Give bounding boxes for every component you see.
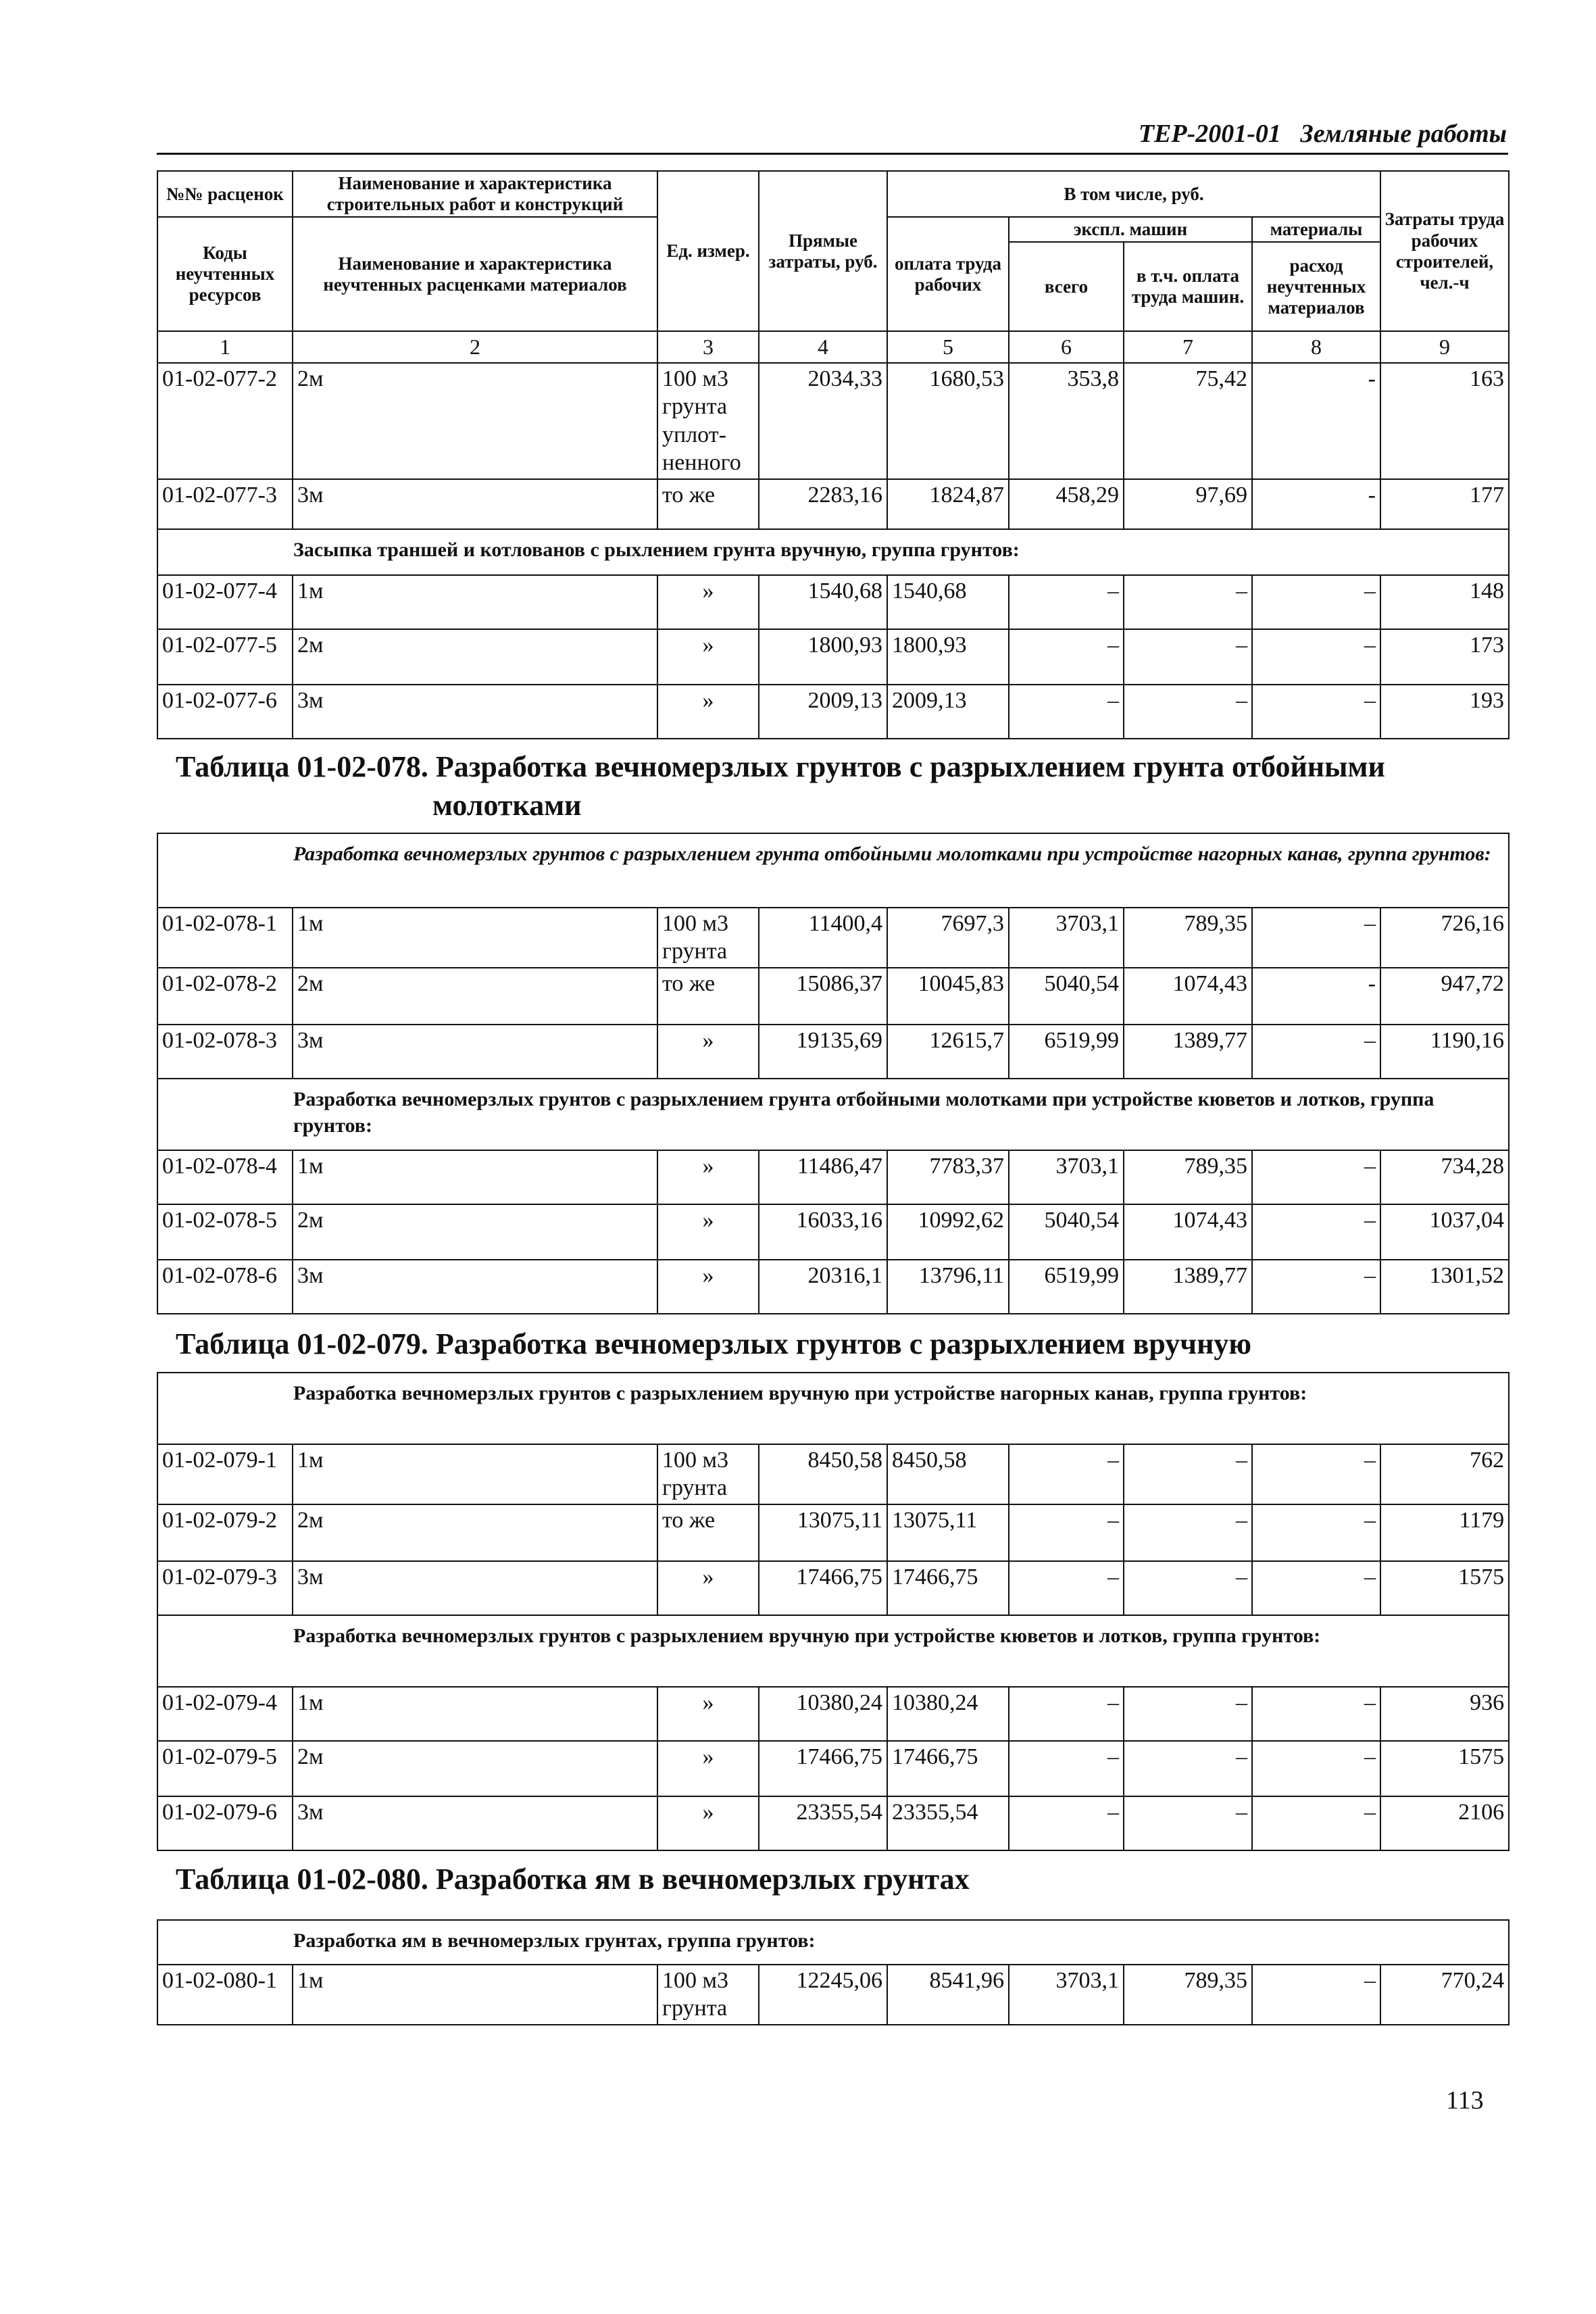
cell-mat: – (1252, 1150, 1380, 1204)
section-heading: Разработка вечномерзлых грунтов с разрыхлением вручную при устройстве нагорных канав, группа грунтов: (157, 1373, 1509, 1444)
header-num-5: 5 (887, 331, 1009, 363)
header-machines: экспл. машин (1009, 217, 1252, 242)
table-title-078-line2: молотками (432, 789, 582, 822)
cell-unit: » (657, 1150, 759, 1204)
cell-mach: 3703,1 (1009, 908, 1124, 968)
cell-labor: 726,16 (1380, 908, 1509, 968)
cell-mat: - (1252, 479, 1380, 529)
cell-mach: 6519,99 (1009, 1260, 1124, 1314)
cell-labor: 173 (1380, 629, 1509, 685)
cell-mat: – (1252, 1796, 1380, 1850)
section-heading: Разработка вечномерзлых грунтов с разрыхлением грунта отбойными молотками при устройстве нагорных канав, группа грунтов: (157, 833, 1509, 908)
cell-mach: 458,29 (1009, 479, 1124, 529)
header-rule (157, 153, 1508, 155)
cell-mat: - (1252, 968, 1380, 1025)
cell-pay: 10380,24 (887, 1687, 1009, 1741)
cell-labor: 770,24 (1380, 1965, 1509, 2025)
table-title-078 (176, 747, 1493, 824)
cell-mach: – (1009, 1561, 1124, 1615)
cell-pay: 1680,53 (887, 363, 1009, 479)
cell-pay: 13075,11 (887, 1504, 1009, 1561)
cell-code: 01-02-077-6 (157, 685, 293, 739)
header-num-4: 4 (759, 331, 887, 363)
cell-labor: 148 (1380, 575, 1509, 629)
cell-labor: 1179 (1380, 1504, 1509, 1561)
cell-code: 01-02-078-2 (157, 968, 293, 1025)
cell-name: 2м (293, 1741, 657, 1796)
cell-mach: – (1009, 1796, 1124, 1850)
table-row (157, 908, 1509, 968)
cell-mach: – (1009, 1504, 1124, 1561)
table-title-078-line1: Таблица 01-02-078. Разработка вечномерзлых грунтов с разрыхлением грунта отбойными (176, 750, 1385, 783)
header-num-8: 8 (1252, 331, 1380, 363)
cell-unit: 100 м3 грунта (657, 1965, 759, 2025)
cell-mach-pay: 789,35 (1124, 1150, 1252, 1204)
cell-mach-pay: 1389,77 (1124, 1260, 1252, 1314)
cell-code: 01-02-077-3 (157, 479, 293, 529)
cell-code: 01-02-079-3 (157, 1561, 293, 1615)
cell-direct: 13075,11 (759, 1504, 887, 1561)
cell-mach: – (1009, 1444, 1124, 1504)
cell-mach-pay: – (1124, 1444, 1252, 1504)
cell-name: 1м (293, 1687, 657, 1741)
cell-unit: » (657, 1741, 759, 1796)
cell-labor: 1575 (1380, 1561, 1509, 1615)
cell-mach-pay: 789,35 (1124, 908, 1252, 968)
header-incl-mach: в т.ч. оплата труда машин. (1124, 242, 1252, 331)
cell-direct: 12245,06 (759, 1965, 887, 2025)
table-row (157, 1444, 1509, 1504)
cell-mach: – (1009, 575, 1124, 629)
header-num-6: 6 (1009, 331, 1124, 363)
cell-code: 01-02-078-5 (157, 1204, 293, 1260)
cell-code: 01-02-079-1 (157, 1444, 293, 1504)
table-row (157, 685, 1509, 739)
cell-mat: – (1252, 629, 1380, 685)
cell-mat: – (1252, 1687, 1380, 1741)
cell-code: 01-02-078-6 (157, 1260, 293, 1314)
cell-labor: 936 (1380, 1687, 1509, 1741)
header-total: всего (1009, 242, 1124, 331)
cell-pay: 1824,87 (887, 479, 1009, 529)
table-row (157, 479, 1509, 529)
cell-unit: » (657, 575, 759, 629)
table-row (157, 1796, 1509, 1850)
section-heading: Разработка ям в вечномерзлых грунтах, группа грунтов: (157, 1920, 1509, 1965)
header-labor-pay: оплата труда рабочих (887, 217, 1009, 331)
cell-mach: 6519,99 (1009, 1025, 1124, 1079)
table-01-02-077 (157, 170, 1510, 739)
cell-pay: 2009,13 (887, 685, 1009, 739)
table-row (157, 1965, 1509, 2025)
cell-labor: 193 (1380, 685, 1509, 739)
table-row (157, 1025, 1509, 1079)
cell-pay: 17466,75 (887, 1561, 1009, 1615)
cell-name: 2м (293, 629, 657, 685)
cell-pay: 8541,96 (887, 1965, 1009, 2025)
cell-name: 1м (293, 1444, 657, 1504)
cell-name: 3м (293, 1025, 657, 1079)
table-01-02-078 (157, 833, 1510, 1314)
cell-code: 01-02-079-5 (157, 1741, 293, 1796)
cell-unit: » (657, 1204, 759, 1260)
cell-labor: 762 (1380, 1444, 1509, 1504)
table-row (157, 1150, 1509, 1204)
table-row (157, 575, 1509, 629)
cell-code: 01-02-078-4 (157, 1150, 293, 1204)
cell-unit: » (657, 1260, 759, 1314)
table-01-02-079 (157, 1372, 1510, 1851)
cell-direct: 1540,68 (759, 575, 887, 629)
table-row (157, 1260, 1509, 1314)
cell-mat: – (1252, 908, 1380, 968)
cell-mach: 3703,1 (1009, 1150, 1124, 1204)
cell-code: 01-02-077-2 (157, 363, 293, 479)
header-col2-top: Наименование и характеристика строительных работ и конструкций (293, 171, 657, 217)
cell-pay: 10045,83 (887, 968, 1009, 1025)
cell-direct: 17466,75 (759, 1561, 887, 1615)
cell-mach: – (1009, 1687, 1124, 1741)
cell-mat: – (1252, 1025, 1380, 1079)
cell-unit: » (657, 1561, 759, 1615)
cell-mach: 5040,54 (1009, 1204, 1124, 1260)
cell-pay: 12615,7 (887, 1025, 1009, 1079)
cell-mach-pay: – (1124, 1796, 1252, 1850)
table-row (157, 1504, 1509, 1561)
cell-name: 3м (293, 1796, 657, 1850)
cell-code: 01-02-077-5 (157, 629, 293, 685)
section-heading: Разработка вечномерзлых грунтов с разрыхлением грунта отбойными молотками при устройстве кюветов и лотков, группа грунтов: (157, 1079, 1509, 1150)
cell-name: 3м (293, 1260, 657, 1314)
cell-mat: – (1252, 1504, 1380, 1561)
cell-name: 2м (293, 1504, 657, 1561)
cell-mach: 5040,54 (1009, 968, 1124, 1025)
cell-code: 01-02-078-3 (157, 1025, 293, 1079)
cell-mach-pay: – (1124, 629, 1252, 685)
cell-mat: – (1252, 1204, 1380, 1260)
cell-pay: 7697,3 (887, 908, 1009, 968)
cell-name: 3м (293, 1561, 657, 1615)
cell-pay: 17466,75 (887, 1741, 1009, 1796)
cell-unit: » (657, 1796, 759, 1850)
cell-pay: 1800,93 (887, 629, 1009, 685)
cell-direct: 10380,24 (759, 1687, 887, 1741)
table-row (157, 1741, 1509, 1796)
cell-mach: – (1009, 685, 1124, 739)
cell-mat: – (1252, 1260, 1380, 1314)
cell-name: 2м (293, 1204, 657, 1260)
cell-labor: 1301,52 (1380, 1260, 1509, 1314)
cell-mach-pay: – (1124, 1561, 1252, 1615)
cell-mach-pay: 97,69 (1124, 479, 1252, 529)
cell-labor: 947,72 (1380, 968, 1509, 1025)
header-unit: Ед. измер. (657, 171, 759, 331)
cell-unit: » (657, 685, 759, 739)
cell-pay: 23355,54 (887, 1796, 1009, 1850)
cell-mat: – (1252, 1444, 1380, 1504)
cell-mat: – (1252, 575, 1380, 629)
cell-direct: 11400,4 (759, 908, 887, 968)
cell-pay: 7783,37 (887, 1150, 1009, 1204)
cell-direct: 8450,58 (759, 1444, 887, 1504)
cell-mat: – (1252, 1741, 1380, 1796)
cell-unit: то же (657, 479, 759, 529)
cell-labor: 177 (1380, 479, 1509, 529)
cell-name: 1м (293, 908, 657, 968)
table-row (157, 1204, 1509, 1260)
cell-name: 1м (293, 1965, 657, 2025)
header-labor-cost: Затраты труда рабочих строителей, чел.-ч (1380, 171, 1509, 331)
cell-mach: 3703,1 (1009, 1965, 1124, 2025)
cell-direct: 2009,13 (759, 685, 887, 739)
cell-unit: 100 м3 грунта уплот-ненного (657, 363, 759, 479)
header-incl: В том числе, руб. (887, 171, 1380, 217)
cell-mat: – (1252, 685, 1380, 739)
cell-direct: 11486,47 (759, 1150, 887, 1204)
section-heading: Засыпка траншей и котлованов с рыхлением грунта вручную, группа грунтов: (157, 529, 1509, 575)
header-unaccounted: расход неучтенных материалов (1252, 242, 1380, 331)
cell-labor: 1575 (1380, 1741, 1509, 1796)
cell-mat: – (1252, 1965, 1380, 2025)
cell-code: 01-02-080-1 (157, 1965, 293, 2025)
cell-mat: – (1252, 1561, 1380, 1615)
cell-direct: 1800,93 (759, 629, 887, 685)
table-title-080: Таблица 01-02-080. Разработка ям в вечномерзлых грунтах (176, 1863, 970, 1896)
cell-code: 01-02-079-2 (157, 1504, 293, 1561)
cell-labor: 163 (1380, 363, 1509, 479)
cell-unit: 100 м3 грунта (657, 908, 759, 968)
cell-direct: 17466,75 (759, 1741, 887, 1796)
running-head: ТЕР-2001-01 Земляные работы (1138, 120, 1507, 148)
header-col2-bottom: Наименование и характеристика неучтенных расценками материалов (293, 217, 657, 331)
cell-code: 01-02-079-6 (157, 1796, 293, 1850)
cell-mat: - (1252, 363, 1380, 479)
cell-mach-pay: – (1124, 1504, 1252, 1561)
cell-direct: 19135,69 (759, 1025, 887, 1079)
cell-mach-pay: – (1124, 1687, 1252, 1741)
cell-mach-pay: – (1124, 685, 1252, 739)
cell-direct: 15086,37 (759, 968, 887, 1025)
table-row (157, 1687, 1509, 1741)
cell-direct: 16033,16 (759, 1204, 887, 1260)
header-num-1: 1 (157, 331, 293, 363)
cell-mach-pay: 789,35 (1124, 1965, 1252, 2025)
cell-unit: » (657, 1687, 759, 1741)
cell-unit: 100 м3 грунта (657, 1444, 759, 1504)
cell-name: 1м (293, 575, 657, 629)
table-title-079: Таблица 01-02-079. Разработка вечномерзлых грунтов с разрыхлением вручную (176, 1327, 1252, 1360)
header-col1-bottom: Коды неучтенных ресурсов (157, 217, 293, 331)
header-direct: Прямые затраты, руб. (759, 171, 887, 331)
cell-name: 1м (293, 1150, 657, 1204)
cell-code: 01-02-079-4 (157, 1687, 293, 1741)
cell-unit: » (657, 629, 759, 685)
header-num-7: 7 (1124, 331, 1252, 363)
table-row (157, 1561, 1509, 1615)
cell-direct: 23355,54 (759, 1796, 887, 1850)
cell-labor: 1037,04 (1380, 1204, 1509, 1260)
header-num-9: 9 (1380, 331, 1509, 363)
cell-unit: то же (657, 1504, 759, 1561)
cell-labor: 1190,16 (1380, 1025, 1509, 1079)
cell-mach: 353,8 (1009, 363, 1124, 479)
cell-direct: 2034,33 (759, 363, 887, 479)
cell-unit: то же (657, 968, 759, 1025)
cell-pay: 1540,68 (887, 575, 1009, 629)
cell-mach: – (1009, 629, 1124, 685)
table-row (157, 968, 1509, 1025)
cell-direct: 20316,1 (759, 1260, 887, 1314)
section-heading: Разработка вечномерзлых грунтов с разрыхлением вручную при устройстве кюветов и лотков, группа грунтов: (157, 1615, 1509, 1687)
cell-unit: » (657, 1025, 759, 1079)
cell-labor: 734,28 (1380, 1150, 1509, 1204)
cell-direct: 2283,16 (759, 479, 887, 529)
cell-mach-pay: 1389,77 (1124, 1025, 1252, 1079)
cell-name: 3м (293, 479, 657, 529)
header-num-3: 3 (657, 331, 759, 363)
cell-mach-pay: 1074,43 (1124, 968, 1252, 1025)
cell-code: 01-02-078-1 (157, 908, 293, 968)
cell-labor: 2106 (1380, 1796, 1509, 1850)
table-01-02-080 (157, 1919, 1510, 2025)
cell-mach-pay: 1074,43 (1124, 1204, 1252, 1260)
cell-code: 01-02-077-4 (157, 575, 293, 629)
cell-pay: 8450,58 (887, 1444, 1009, 1504)
cell-name: 2м (293, 968, 657, 1025)
page-number: 113 (1446, 2086, 1484, 2115)
cell-mach: – (1009, 1741, 1124, 1796)
cell-mach-pay: – (1124, 575, 1252, 629)
header-num-2: 2 (293, 331, 657, 363)
header-col1-top: №№ расценок (157, 171, 293, 217)
cell-mach-pay: 75,42 (1124, 363, 1252, 479)
table-row (157, 629, 1509, 685)
cell-mach-pay: – (1124, 1741, 1252, 1796)
table-row (157, 363, 1509, 479)
cell-name: 2м (293, 363, 657, 479)
cell-pay: 13796,11 (887, 1260, 1009, 1314)
cell-pay: 10992,62 (887, 1204, 1009, 1260)
cell-name: 3м (293, 685, 657, 739)
header-materials: материалы (1252, 217, 1380, 242)
